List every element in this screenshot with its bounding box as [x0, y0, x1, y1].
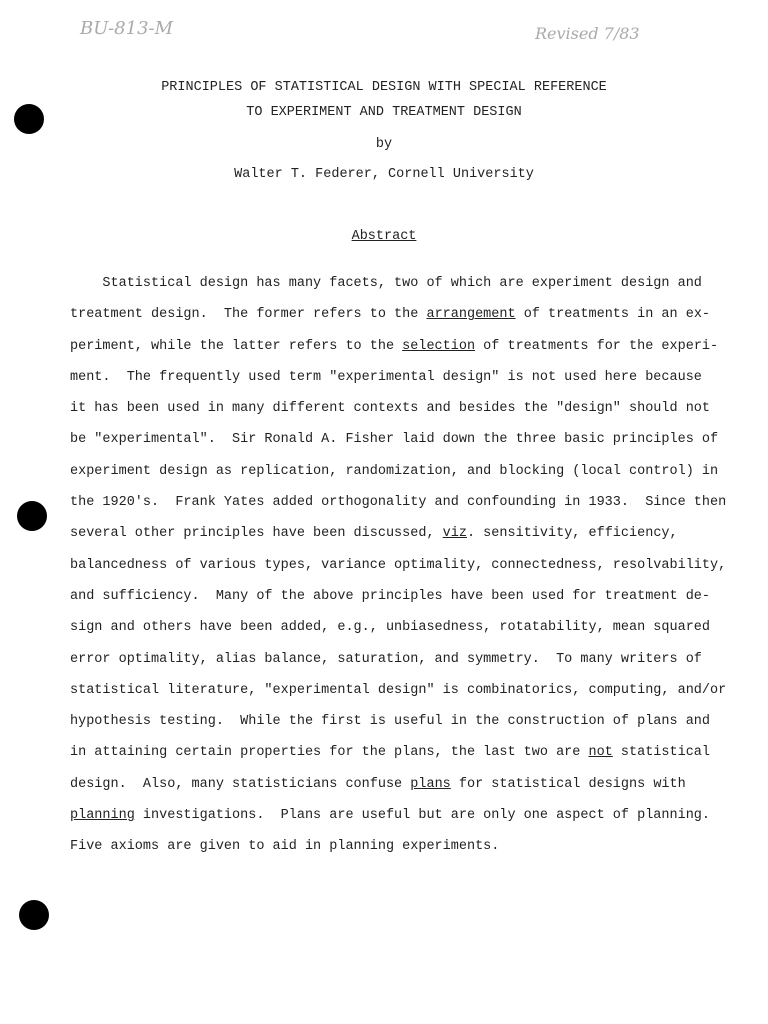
abstract-text: of treatments in an ex- [515, 307, 711, 323]
abstract-line [70, 675, 727, 706]
abstract-text: Statistical design has many facets, two of which are experiment design and [70, 276, 702, 291]
abstract-text: statistical literature, "experimental design" is combinatorics, computing, and/or [70, 682, 727, 698]
handwritten-revision-note: Revised 7/83 [535, 24, 640, 43]
abstract-line [70, 800, 711, 831]
abstract-line [70, 362, 700, 393]
abstract-line [70, 456, 719, 487]
abstract-text: be "experimental". Sir Ronald A. Fisher laid down the three basic principles of [70, 432, 719, 448]
byline: by [375, 137, 393, 152]
abstract-text: and sufficiency. Many of the above principles have been used for treatment de- [70, 588, 711, 604]
abstract-text: Five axioms are given to aid in planning experiments. [70, 839, 500, 855]
abstract-line [70, 331, 719, 362]
abstract-line [70, 706, 711, 737]
abstract-text: sign and others have been added, e.g., unbiasedness, rotatability, mean squared [70, 620, 711, 636]
title-line-1: PRINCIPLES OF STATISTICAL DESIGN WITH SPECIAL REFERENCE [161, 80, 607, 95]
abstract-text: hypothesis testing. While the first is useful in the construction of plans and [70, 714, 711, 730]
underlined-term: planning [70, 808, 135, 824]
abstract-line [70, 393, 711, 424]
abstract-text: error optimality, alias balance, saturation, and symmetry. To many writers of [70, 651, 702, 667]
author: Walter T. Federer, Cornell University [234, 167, 534, 182]
abstract-text: it has been used in many different contexts and besides the "design" should not [70, 401, 711, 417]
abstract-text: experiment design as replication, randomization, and blocking (local control) in [70, 463, 719, 479]
abstract-line [70, 424, 719, 455]
punch-hole-middle [17, 501, 47, 531]
abstract-text: several other principles have been discussed, [70, 526, 443, 542]
abstract-line [70, 831, 700, 862]
underlined-term: not [588, 745, 613, 761]
abstract-text: periment, while the latter refers to the [70, 338, 403, 354]
abstract-text: statistical [612, 745, 711, 761]
handwritten-report-number: BU-813-M [80, 18, 174, 39]
abstract-line [70, 487, 727, 518]
abstract-text: ment. The frequently used term "experimental design" is not used here because [70, 369, 702, 385]
abstract-line [70, 769, 700, 800]
abstract-text: the 1920's. Frank Yates added orthogonality and confounding in 1933. Since then [70, 495, 727, 511]
underlined-term: viz [442, 526, 467, 542]
punch-hole-bottom [19, 900, 49, 930]
abstract-heading: Abstract [351, 229, 417, 244]
underlined-term: plans [410, 776, 451, 792]
title-line-2: TO EXPERIMENT AND TREATMENT DESIGN [246, 105, 522, 120]
abstract-line [70, 299, 711, 330]
abstract-text: for statistical designs with [450, 776, 686, 792]
abstract-body [70, 268, 727, 863]
underlined-term: selection [402, 338, 476, 354]
abstract-text: balancedness of various types, variance optimality, connectedness, resolvability, [70, 557, 727, 573]
abstract-line [70, 550, 727, 581]
abstract-line [70, 737, 711, 768]
abstract-line [70, 612, 711, 643]
abstract-line [70, 581, 711, 612]
abstract-text: of treatments for the experi- [475, 338, 719, 354]
underlined-term: arrangement [426, 307, 516, 323]
abstract-line [70, 644, 700, 675]
abstract-line [70, 268, 700, 299]
abstract-text: . sensitivity, efficiency, [466, 526, 678, 542]
abstract-text: investigations. Plans are useful but are only one aspect of planning. [134, 808, 711, 824]
abstract-text: design. Also, many statisticians confuse [70, 776, 411, 792]
abstract-line [70, 518, 700, 549]
abstract-text: in attaining certain properties for the plans, the last two are [70, 745, 589, 761]
abstract-text: treatment design. The former refers to the [70, 307, 427, 323]
